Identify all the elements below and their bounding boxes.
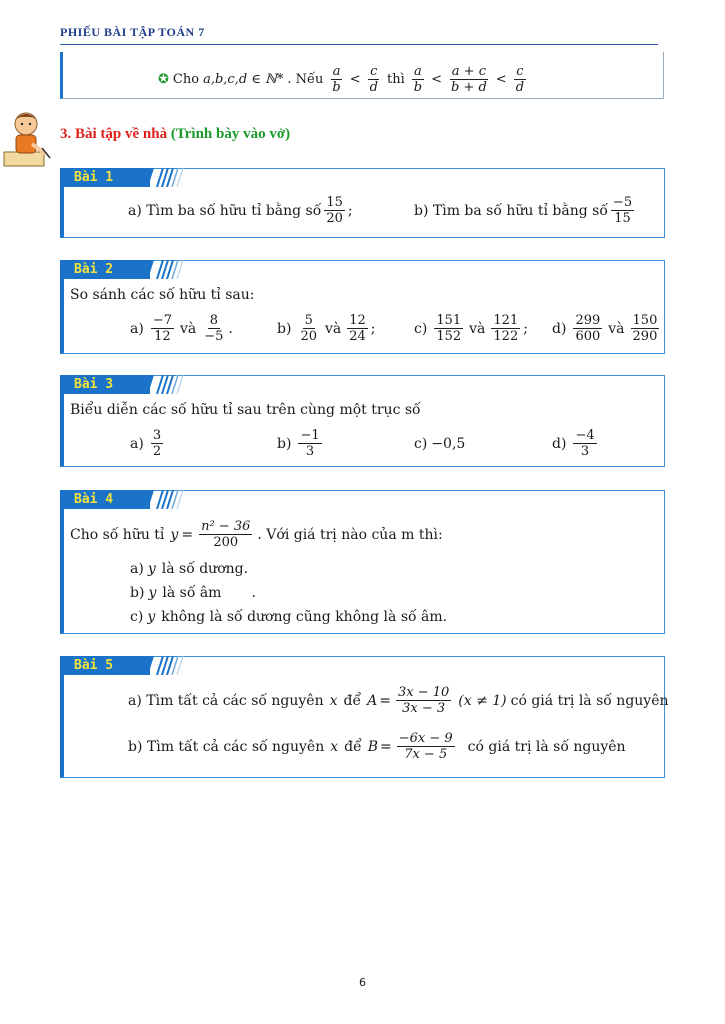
bai2-item-d: d) $\frac{299}{600}$ và $\frac{150}{290}$	[552, 313, 658, 344]
exercise-tag: Bài 1	[60, 168, 150, 187]
bai3-item-d: d) $\frac{-4}{3}$	[552, 428, 595, 459]
bai3-item-a: a) $\frac{3}{2}$	[130, 428, 162, 459]
bai4-item-a: a) y là số dương.	[130, 561, 249, 577]
bai3-item-b: b) $\frac{-1}{3}$	[277, 428, 320, 459]
bai1-b-text: b) Tìm ba số hữu tỉ bằng số	[414, 202, 608, 219]
exercise-box-5	[60, 656, 669, 778]
less-than-2: <	[431, 72, 442, 87]
bai3-item-c: c) −0,5	[414, 436, 466, 452]
note-set: a,b,c,d ∈ ℕ*	[203, 72, 284, 87]
bai3-intro: Biểu diễn các số hữu tỉ sau trên cùng một trục số	[70, 402, 421, 418]
frac-c-d: $\frac{c}{d}$	[369, 64, 378, 95]
exercise-tag: Bài 5	[60, 656, 150, 675]
note-neu: . Nếu	[287, 72, 324, 87]
exercise-box-4	[60, 490, 665, 634]
tag-stripes-icon	[148, 490, 184, 509]
exercise-tag: Bài 2	[60, 260, 150, 279]
note-box	[60, 52, 664, 99]
frac-c-d-2: $\frac{c}{d}$	[515, 64, 525, 95]
tag-stripes-icon	[148, 656, 184, 675]
frac-ac-bd: $\frac{a + c}{b + d}$	[450, 64, 487, 95]
bai2-item-b: b) $\frac{5}{20}$ và $\frac{12}{24}$ ;	[277, 313, 376, 344]
header-title: PHIẾU BÀI TẬP TOÁN 7	[60, 25, 205, 39]
section-number-title: 3. Bài tập về nhà	[60, 126, 168, 142]
bai5-item-a: a) Tìm tất cả các số nguyên x để A = $\frac{3x - 10}{3x - 3}$ (x ≠ 1) có giá trị là số nguyên	[128, 685, 669, 716]
section-note: (Trình bày vào vở)	[170, 126, 291, 142]
bai2-item-a: a) $\frac{-7}{12}$ và $\frac{8}{-5}$ .	[130, 313, 233, 344]
frac-a-b: $\frac{a}{b}$	[332, 64, 341, 95]
exercise-box-3	[60, 375, 665, 467]
tag-stripes-icon	[148, 375, 184, 394]
bai4-item-c: c) y không là số dương cũng không là số âm.	[130, 609, 448, 625]
note-prefix: Cho	[172, 72, 200, 87]
bai2-item-c: c) $\frac{151}{152}$ và $\frac{121}{122}$ ;	[414, 313, 528, 344]
bai1-item-a	[128, 195, 353, 226]
bai4-intro: Cho số hữu tỉ y = $\frac{\text{n² − 36}}{200}$ . Với giá trị nào của m thì:	[70, 519, 443, 550]
bai5-item-b: b) Tìm tất cả các số nguyên x để B = $\frac{-6x - 9}{7x - 5}$ có giá trị là số nguyên	[128, 731, 626, 762]
star-icon: ✪	[158, 72, 169, 87]
note-thi: thì	[386, 72, 405, 87]
exercise-tag: Bài 3	[60, 375, 150, 394]
bai1-a-end: ;	[347, 202, 353, 219]
bai1-a-text: a) Tìm ba số hữu tỉ bằng số	[128, 202, 322, 219]
frac-a-b-2: $\frac{a}{b}$	[413, 64, 423, 95]
bai1-item-b	[414, 195, 637, 226]
less-than: <	[349, 72, 361, 87]
note-line	[158, 64, 529, 95]
page-number: 6	[359, 976, 366, 989]
exercise-box-2	[60, 260, 665, 354]
less-than-3: <	[495, 72, 507, 87]
bai1-a-frac: $\frac{15}{20}$	[326, 195, 343, 226]
exercise-box-1	[60, 168, 665, 238]
bai1-b-frac: $\frac{-5}{15}$	[612, 195, 633, 226]
tag-stripes-icon	[148, 168, 184, 187]
section-title	[60, 126, 290, 143]
tag-stripes-icon	[148, 260, 184, 279]
page-header	[60, 24, 658, 45]
bai2-intro: So sánh các số hữu tỉ sau:	[70, 287, 255, 303]
student-writing-icon	[2, 108, 56, 170]
bai4-item-b: b) y là số âm .	[130, 585, 256, 601]
exercise-tag: Bài 4	[60, 490, 150, 509]
